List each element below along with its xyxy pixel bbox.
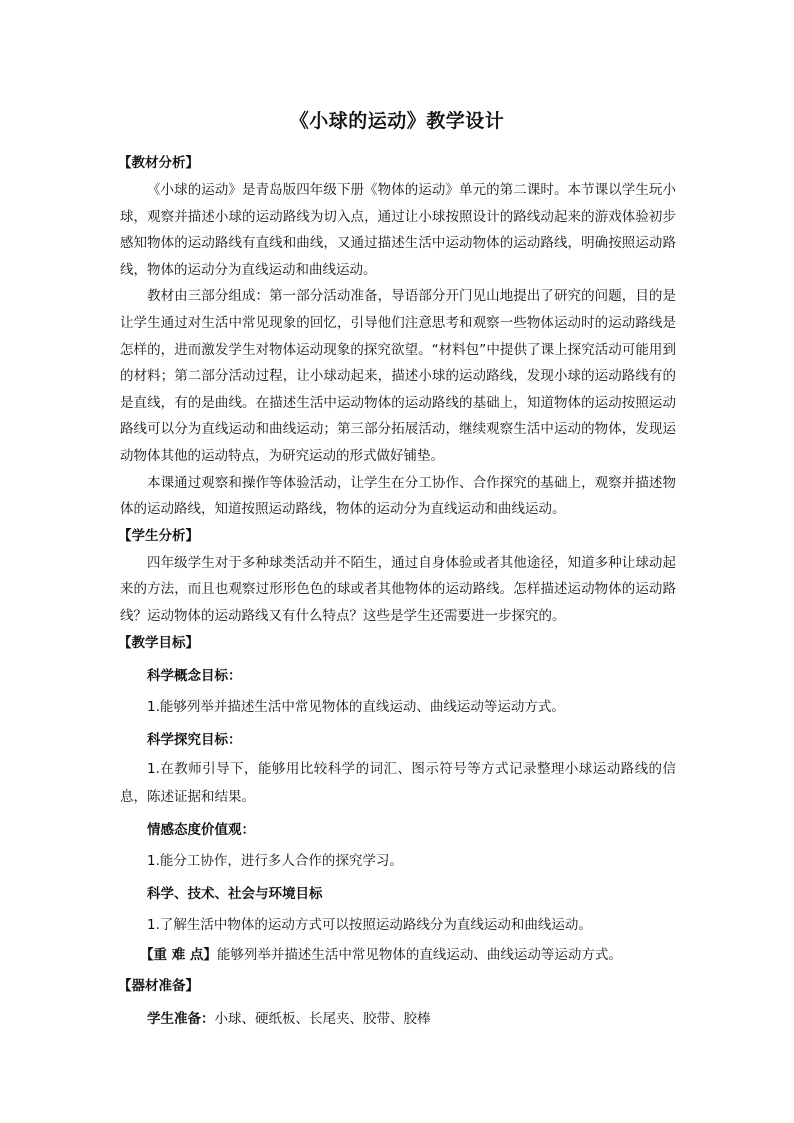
concept-goal-item: 1.能够列举并描述生活中常见物体的直线运动、曲线运动等运动方式。 [147,698,565,715]
section-heading-student: 【学生分析】 [118,527,199,544]
student-prep-text: 小球、硬纸板、长尾夹、胶带、胶棒 [214,1010,431,1027]
document-title: 《小球的运动》教学设计 [289,110,505,132]
keypoint-line [120,941,676,969]
section-heading-materials-prep: 【器材准备】 [118,977,199,994]
keypoint-text: 能够列举并描述生活中常见物体的直线运动、曲线运动等运动方式。 [216,946,622,963]
student-prep-label: 学生准备： [147,1010,215,1027]
section-heading-material: 【教材分析】 [118,155,199,171]
material-paragraph-1: 《小球的运动》是青岛版四年级下册《物体的运动》单元的第二课时。本节课以学生玩小球，观察并描述小球的运动路线为切入点，通过让小球按照设计的路线动起来的游戏体验初步感知物体的运动路线有直线和曲线，又通过描述生活中运动物体的运动路线，明确按照运动路线，物体的运动分为直线运动和曲线运动。 [120,182,676,278]
student-prep-line [120,1004,676,1034]
student-paragraph-1: 四年级学生对于多种球类活动并不陌生，通过自身体验或者其他途径，知道多种让球动起来的方法，而且也观察过形形色色的球或者其他物体的运动路线。怎样描述运动物体的运动路线？运动物体的运动路线又有什么特点？这些是学生还需要进一步探究的。 [120,554,676,624]
stse-goal-heading: 科学、技术、社会与环境目标 [147,885,323,902]
material-paragraph-3: 本课通过观察和操作等体验活动，让学生在分工协作、合作探究的基础上，观察并描述物体的运动路线，知道按照运动路线，物体的运动分为直线运动和曲线运动。 [120,474,676,518]
document-body [120,150,676,1034]
stse-goal-item: 1.了解生活中物体的运动方式可以按照运动路线分为直线运动和曲线运动。 [147,916,592,933]
attitude-goal-heading: 情感态度价值观： [147,821,255,838]
section-heading-goals: 【教学目标】 [118,634,199,651]
inquiry-goal-heading: 科学探究目标： [147,731,242,748]
attitude-goal-item: 1.能分工协作，进行多人合作的探究学习。 [147,852,403,869]
keypoint-label: 【重 难 点】 [140,946,217,963]
material-paragraph-2: 教材由三部分组成：第一部分活动准备，导语部分开门见山地提出了研究的问题，目的是让学生通过对生活中常见现象的回忆，引导他们注意思考和观察一些物体运动时的运动路线是怎样的，进而激发学生对物体运动现象的探究欲望。“材料包”中提供了课上探究活动可能用到的材料；第二部分活动过程，让小球动起来，描述小球的运动路线，发现小球的运动路线有的是直线，有的是曲线。在描述生活中运动物体的运动路线的基础上，知道物体的运动按照运动路线可以分为直线运动和曲线运动；第三部分拓展活动，继续观察生活中运动的物体，发现运动物体其他的运动特点，为研究运动的形式做好铺垫。 [120,288,676,464]
concept-goal-heading: 科学概念目标： [147,667,242,684]
inquiry-goal-item: 1.在教师引导下，能够用比较科学的词汇、图示符号等方式记录整理小球运动路线的信息，陈述证据和结果。 [120,760,676,805]
